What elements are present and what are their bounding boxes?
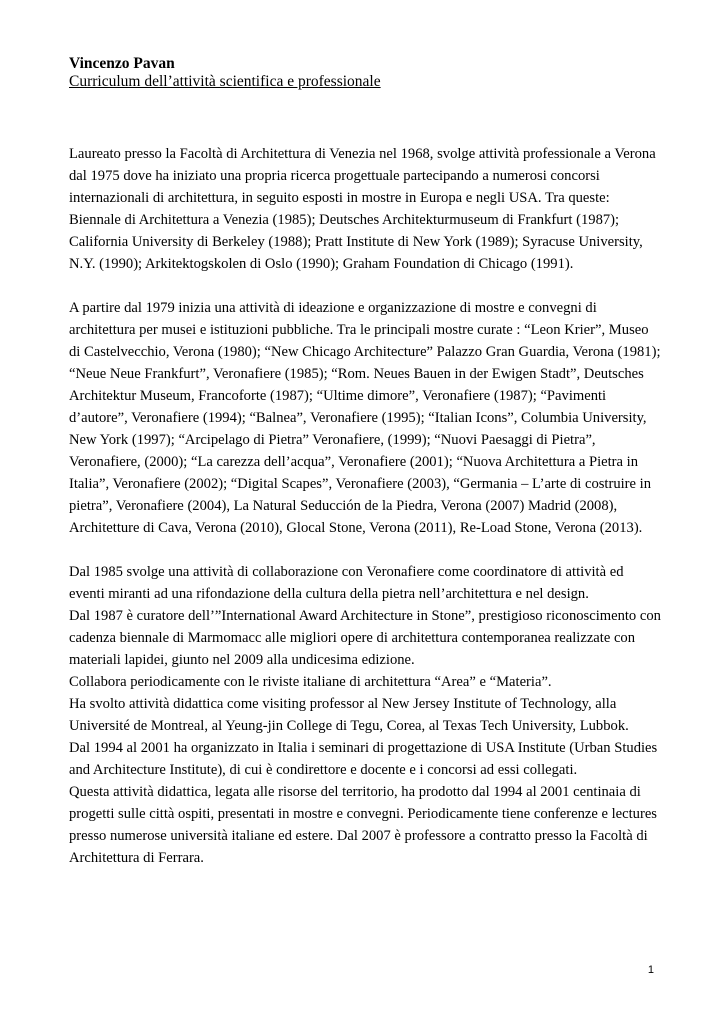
paragraph-veronafiere: Dal 1985 svolge una attività di collaborazione con Veronafiere come coordinatore di attività ed eventi miranti ad una rifondazione della cultura della pietra nell’architettura e nel design.: [69, 564, 624, 602]
paragraph-education: Laureato presso la Facoltà di Architettura di Venezia nel 1968, svolge attività professionale a Verona dal 1975 dove ha iniziato una propria ricerca progettuale partecipando a numerosi concorsi internazionali di architettura, in seguito esposti in mostre in Europa e negli USA. Tra queste: Biennale di Architettura a Venezia (1985); Deutsches Architekturmuseum di Frankfurt (1987); California University di Berkeley (1988); Pratt Institute di New York (1989); Syracuse University, N.Y. (1990); Arkitektogskolen di Oslo (1990); Graham Foundation di Chicago (1991).: [69, 146, 656, 272]
paragraph-teaching: Questa attività didattica, legata alle risorse del territorio, ha prodotto dal 1994 al 2001 centinaia di progetti sulle città ospiti, presentati in mostre e convegni. Periodicamente tiene conferenze e lectures presso numerose università italiane ed estere. Dal 2007 è professore a contratto presso la Facoltà di Architettura di Ferrara.: [69, 784, 657, 866]
page-number: 1: [647, 964, 654, 976]
paragraph-gap: [69, 275, 661, 297]
document-header: [69, 55, 669, 91]
paragraph-award: Dal 1987 è curatore dell’”International Award Architecture in Stone”, prestigioso riconoscimento con cadenza biennale di Marmomacc alle migliori opere di architettura contemporanea realizzate con materiali lapidei, giunto nel 2009 alla undicesima edizione.: [69, 608, 661, 668]
paragraph-exhibitions: A partire dal 1979 inizia una attività di ideazione e organizzazione di mostre e convegni di architettura per musei e istituzioni pubbliche. Tra le principali mostre curate : “Leon Krier”, Museo di Castelvecchio, Verona (1980); “New Chicago Architecture” Palazzo Gran Guardia, Verona (1981); “Neue Neue Frankfurt”, Veronafiere (1985); “Rom. Neues Bauen in der Ewigen Stadt”, Deutsches Architektur Museum, Francoforte (1987); “Ultime dimore”, Veronafiere (1987); “Pavimenti d’autore”, Veronafiere (1994); “Balnea”, Veronafiere (1995); “Italian Icons”, Columbia University, New York (1997); “Arcipelago di Pietra” Veronafiere, (1999); “Nuovi Paesaggi di Pietra”, Veronafiere, (2000); “La carezza dell’acqua”, Veronafiere (2001); “Nuova Architettura a Pietra in Italia”, Veronafiere (2002); “Digital Scapes”, Veronafiere (2003), “Germania – L’arte di costruire in pietra”, Veronafiere (2004), La Natural Seducción de la Piedra, Verona (2007) Madrid (2008), Architetture di Cava, Verona (2010), Glocal Stone, Verona (2011), Re-Load Stone, Verona (2013).: [69, 300, 661, 536]
paragraph-visiting-professor: Ha svolto attività didattica come visiting professor al New Jersey Institute of Technology, alla Université de Montreal, al Yeung-jin College di Tegu, Corea, al Texas Tech University, Lubbok.: [69, 696, 629, 734]
author-name: Vincenzo Pavan: [69, 55, 175, 72]
document-body: [69, 143, 661, 869]
paragraph-gap: [69, 539, 661, 561]
document-subtitle: Curriculum dell’attività scientifica e professionale: [69, 73, 381, 90]
paragraph-seminars: Dal 1994 al 2001 ha organizzato in Italia i seminari di progettazione di USA Institute (Urban Studies and Architecture Institute), di cui è condirettore e docente e i concorsi ad essi collegati.: [69, 740, 658, 778]
paragraph-magazines: Collabora periodicamente con le riviste italiane di architettura “Area” e “Materia”.: [69, 674, 552, 690]
